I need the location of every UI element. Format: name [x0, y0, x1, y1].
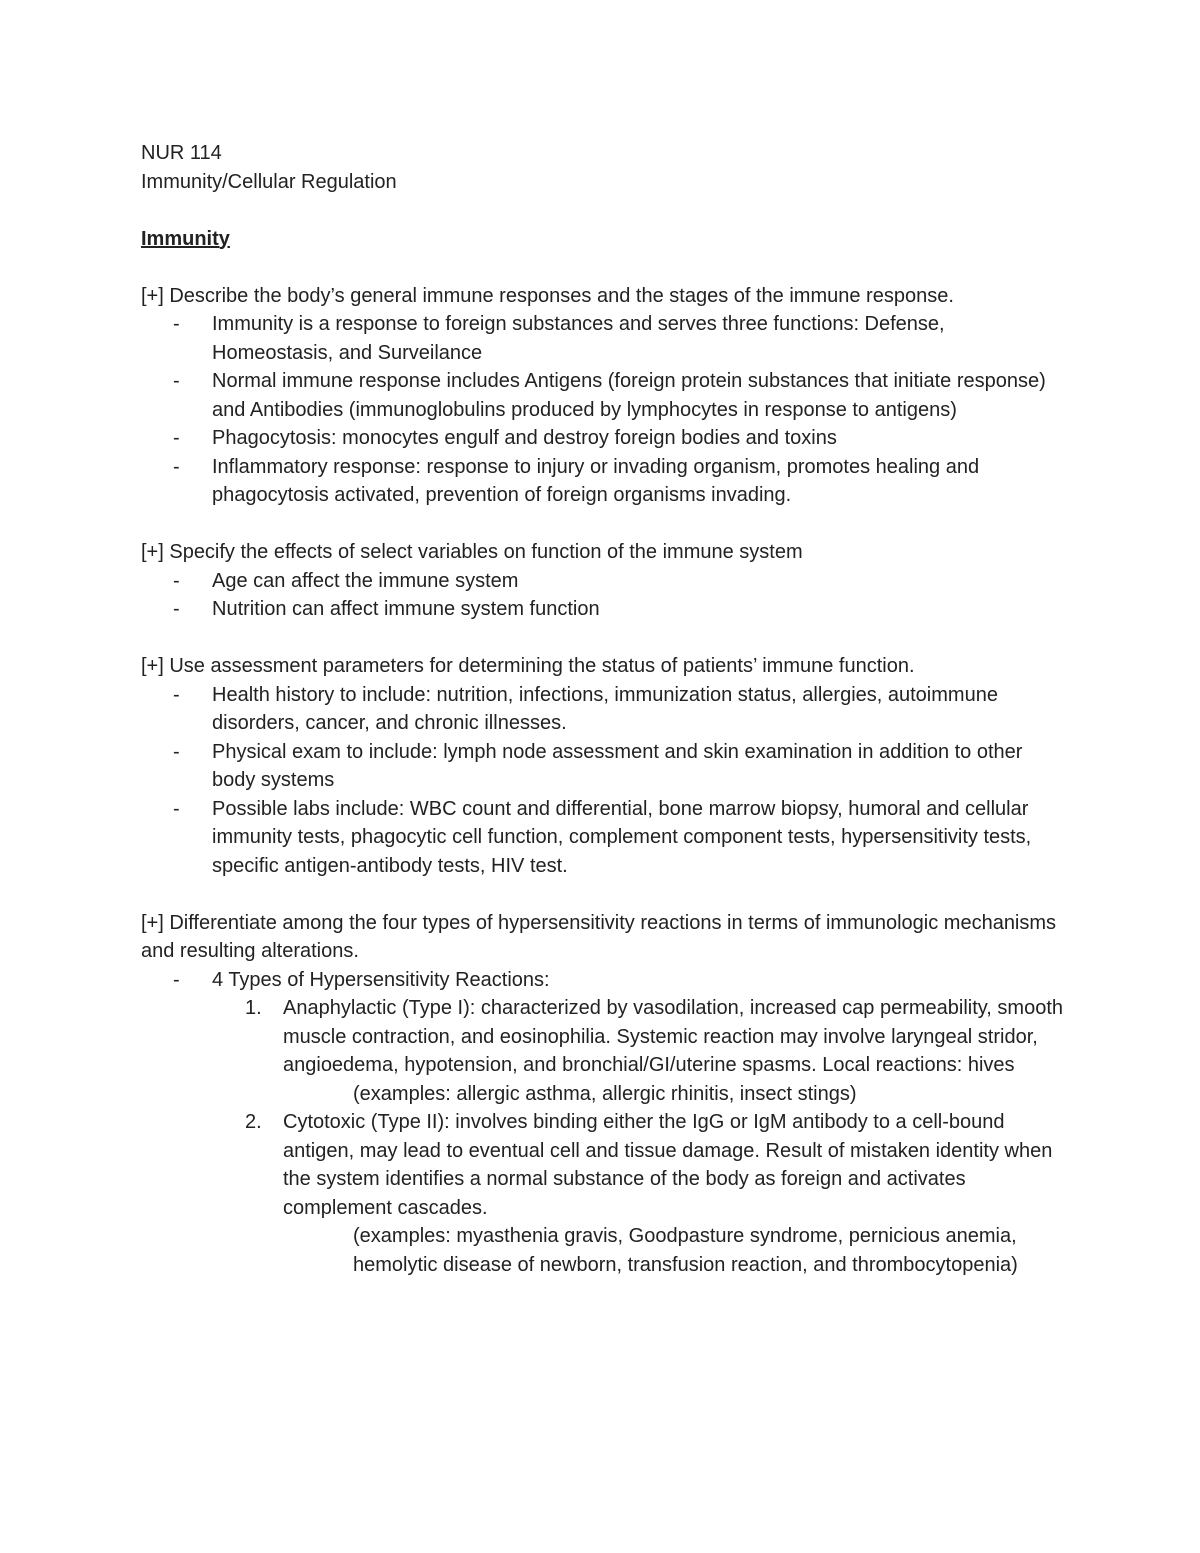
objective-title: [+] Differentiate among the four types of hypersensitivity reactions in terms of immunologic mechanisms and resulting alterations. — [141, 911, 1057, 962]
numbered-item — [141, 994, 1071, 1080]
bullet-mark: - — [173, 797, 180, 820]
bullet-mark: - — [173, 313, 180, 335]
list-item — [141, 795, 1071, 881]
bullet-mark: - — [173, 455, 180, 478]
spacer — [141, 624, 1071, 653]
bullet-mark: - — [173, 683, 180, 706]
list-item — [141, 738, 1071, 795]
bullet-mark: - — [173, 569, 180, 592]
bullet-mark: - — [173, 740, 180, 763]
spacer — [141, 880, 1071, 909]
list-item-text: Possible labs include: WBC count and differential, bone marrow biopsy, humoral and cellular immunity tests, phagocytic cell function, complement component tests, hypersensitivity tests, specific antigen-antibody tests, HIV test. — [212, 797, 1032, 877]
course-code: NUR 114 — [141, 142, 222, 164]
list-item — [141, 367, 1071, 424]
list-item-text: Age can affect the immune system — [212, 569, 519, 592]
spacer — [141, 253, 1071, 282]
examples-note: (examples: allergic asthma, allergic rhinitis, insect stings) — [353, 1082, 857, 1105]
numbered-item-text: Anaphylactic (Type I): characterized by vasodilation, increased cap permeability, smooth muscle contraction, and eosinophilia. Systemic reaction may involve laryngeal stridor, angioedema, hypotension, and bronchial/GI/uterine spasms. Local reactions: hives — [283, 997, 1064, 1076]
list-item — [141, 567, 1071, 596]
list-item-text: Nutrition can affect immune system function — [212, 598, 600, 620]
list-item-text: Health history to include: nutrition, infections, immunization status, allergies, autoimmune disorders, cancer, and chronic illnesses. — [212, 683, 998, 734]
objective-title: [+] Specify the effects of select variables on function of the immune system — [141, 541, 803, 563]
list-item-text: Immunity is a response to foreign substances and serves three functions: Defense, Homeostasis, and Surveilance — [212, 313, 945, 364]
list-item — [141, 681, 1071, 738]
list-item-text: Normal immune response includes Antigens (foreign protein substances that initiate response) and Antibodies (immunoglobulins produced by lymphocytes in response to antigens) — [212, 370, 1046, 421]
document-page — [141, 139, 1071, 1279]
list-item-text: Physical exam to include: lymph node assessment and skin examination in addition to other body systems — [212, 740, 1023, 791]
list-item — [141, 310, 1071, 367]
list-item — [141, 453, 1071, 510]
numbered-item-text: Cytotoxic (Type II): involves binding either the IgG or IgM antibody to a cell-bound antigen, may lead to eventual cell and tissue damage. Result of mistaken identity when the system identifies a normal substance of the body as foreign and activates complement cascades. — [283, 1111, 1053, 1219]
objective-title: [+] Describe the body’s general immune responses and the stages of the immune response. — [141, 284, 954, 307]
item-number: 1. — [245, 997, 262, 1019]
bullet-mark: - — [173, 968, 180, 991]
objective-title: [+] Use assessment parameters for determining the status of patients’ immune function. — [141, 655, 915, 677]
list-item-text: Phagocytosis: monocytes engulf and destroy foreign bodies and toxins — [212, 427, 837, 449]
numbered-item — [141, 1108, 1071, 1222]
bullet-mark: - — [173, 370, 180, 392]
section-heading: Immunity — [141, 227, 230, 250]
document-title: Immunity/Cellular Regulation — [141, 170, 397, 193]
bullet-mark: - — [173, 427, 180, 449]
list-item-text: 4 Types of Hypersensitivity Reactions: — [212, 968, 550, 991]
list-item — [141, 424, 1071, 453]
bullet-mark: - — [173, 598, 180, 620]
list-item — [141, 595, 1071, 624]
list-item — [141, 966, 1071, 995]
item-number: 2. — [245, 1111, 262, 1133]
examples-note: (examples: myasthenia gravis, Goodpasture syndrome, pernicious anemia, hemolytic disease of newborn, transfusion reaction, and thrombocytopenia) — [353, 1225, 1018, 1276]
spacer — [141, 510, 1071, 539]
list-item-text: Inflammatory response: response to injury or invading organism, promotes healing and phagocytosis activated, prevention of foreign organisms invading. — [212, 455, 980, 506]
spacer — [141, 196, 1071, 225]
